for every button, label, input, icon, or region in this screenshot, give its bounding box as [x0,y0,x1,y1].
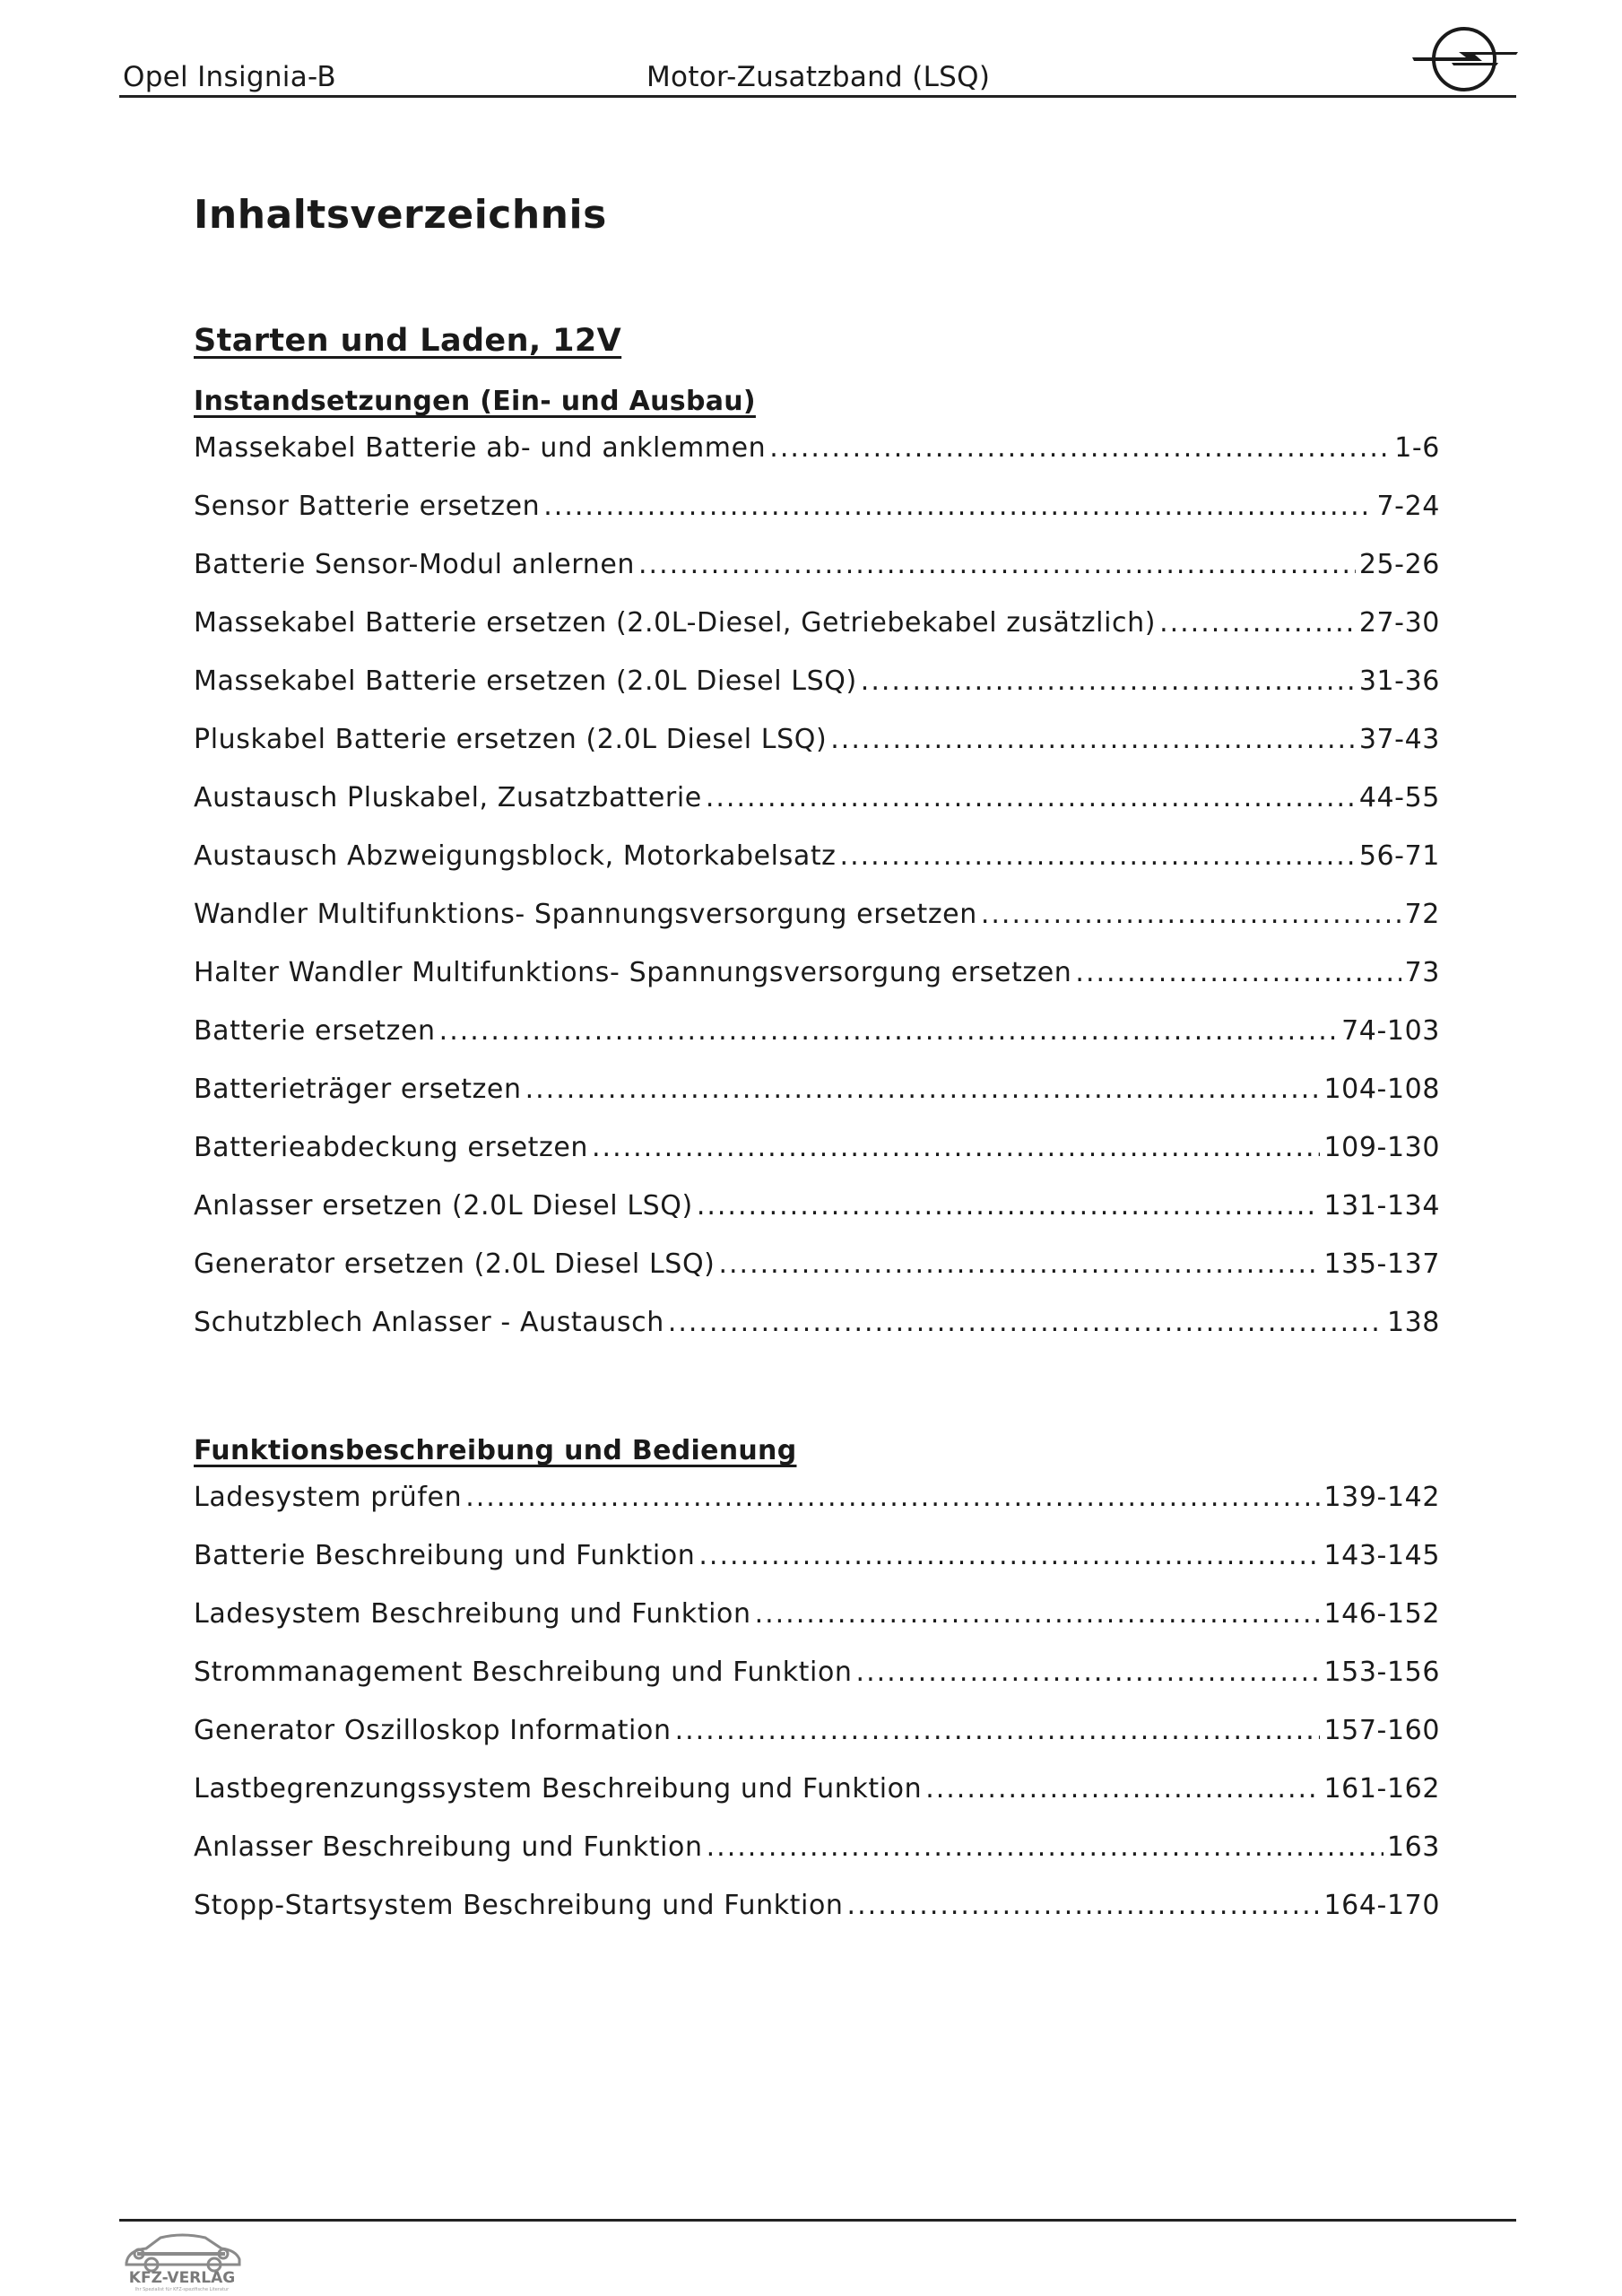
toc-entry-label: Massekabel Batterie ab- und anklemmen [194,432,767,464]
toc-entry-pages: 74-103 [1341,1015,1440,1047]
dot-leader [718,1248,1320,1280]
toc-entry[interactable] [194,1715,1440,1773]
dot-leader [981,899,1401,930]
toc-entry-pages: 153-156 [1323,1657,1440,1688]
dot-leader [697,1190,1321,1222]
toc-entry[interactable] [194,1831,1440,1890]
toc-entry-pages: 164-170 [1323,1890,1440,1921]
toc-entry-pages: 109-130 [1323,1132,1440,1163]
toc-entry[interactable] [194,1248,1440,1307]
toc-entry-pages: 7-24 [1376,491,1440,522]
dot-leader [698,1540,1320,1571]
toc-entry-pages: 44-55 [1358,782,1440,813]
page-title: Inhaltsverzeichnis [194,192,607,238]
dot-leader [465,1482,1320,1513]
toc-entry-label: Batterieabdeckung ersetzen [194,1132,589,1163]
dot-leader [755,1598,1321,1630]
publisher-name: KFZ-VERLAG [128,2269,236,2287]
dot-leader [1075,957,1401,988]
toc-entry[interactable] [194,840,1440,899]
toc-entry-pages: 1-6 [1394,432,1440,464]
toc-entry-label: Halter Wandler Multifunktions- Spannungsversorgung ersetzen [194,957,1072,988]
toc-entry[interactable] [194,1773,1440,1831]
toc-entry[interactable] [194,549,1440,607]
dot-leader [592,1132,1320,1163]
toc-entry-pages: 143-145 [1323,1540,1440,1571]
toc-entry-label: Ladesystem Beschreibung und Funktion [194,1598,751,1630]
toc-entry[interactable] [194,782,1440,840]
toc-entry-pages: 25-26 [1358,549,1440,580]
dot-leader [847,1890,1321,1921]
toc-entry[interactable] [194,1190,1440,1248]
toc-entry[interactable] [194,665,1440,724]
toc-entry-pages: 27-30 [1358,607,1440,639]
publisher-tagline: Ihr Spezialist für KFZ-spezifische Literatur [134,2287,230,2292]
kfz-verlag-logo-icon [119,2231,245,2293]
dot-leader [861,665,1356,697]
toc-entry-label: Austausch Pluskabel, Zusatzbatterie [194,782,702,813]
toc-entry-label: Anlasser ersetzen (2.0L Diesel LSQ) [194,1190,693,1222]
toc-entry[interactable] [194,957,1440,1015]
toc-entry[interactable] [194,1598,1440,1657]
toc-entry-label: Austausch Abzweigungsblock, Motorkabelsatz [194,840,837,872]
toc-entry-pages: 37-43 [1358,724,1440,755]
page-header [119,25,1516,98]
toc-entry[interactable] [194,607,1440,665]
toc-entry-label: Generator ersetzen (2.0L Diesel LSQ) [194,1248,716,1280]
dot-leader [543,491,1373,522]
toc-entry-label: Lastbegrenzungssystem Beschreibung und Funktion [194,1773,923,1805]
toc-entry-label: Sensor Batterie ersetzen [194,491,541,522]
toc-entry-pages: 56-71 [1358,840,1440,872]
toc-entry[interactable] [194,1657,1440,1715]
dot-leader [668,1307,1383,1338]
toc-entry-label: Pluskabel Batterie ersetzen (2.0L Diesel LSQ) [194,724,828,755]
toc-list-repairs [194,432,1440,1365]
toc-entry-label: Stopp-Startsystem Beschreibung und Funktion [194,1890,844,1921]
dot-leader [769,432,1391,464]
toc-entry-pages: 31-36 [1358,665,1440,697]
toc-entry-pages: 135-137 [1323,1248,1440,1280]
toc-list-functions [194,1482,1440,1948]
toc-entry-label: Batterie Sensor-Modul anlernen [194,549,635,580]
toc-entry-label: Batterieträger ersetzen [194,1074,522,1105]
toc-entry[interactable] [194,1132,1440,1190]
toc-entry-label: Batterie ersetzen [194,1015,436,1047]
toc-entry-label: Ladesystem prüfen [194,1482,463,1513]
toc-entry-pages: 139-142 [1323,1482,1440,1513]
section-heading: Funktionsbeschreibung und Bedienung [194,1435,797,1466]
toc-entry[interactable] [194,724,1440,782]
toc-entry[interactable] [194,491,1440,549]
toc-entry-pages: 73 [1404,957,1440,988]
dot-leader [675,1715,1321,1746]
toc-entry-label: Strommanagement Beschreibung und Funktion [194,1657,853,1688]
header-brand: Opel Insignia-B [123,61,336,93]
toc-entry-pages: 161-162 [1323,1773,1440,1805]
section-heading: Instandsetzungen (Ein- und Ausbau) [194,386,756,417]
toc-entry-pages: 146-152 [1323,1598,1440,1630]
toc-entry-label: Anlasser Beschreibung und Funktion [194,1831,703,1863]
dot-leader [525,1074,1321,1105]
dot-leader [638,549,1356,580]
toc-entry-label: Batterie Beschreibung und Funktion [194,1540,696,1571]
dot-leader [840,840,1356,872]
dot-leader [856,1657,1321,1688]
page-footer [119,2219,1516,2292]
toc-entry-pages: 72 [1404,899,1440,930]
toc-entry[interactable] [194,899,1440,957]
toc-entry-pages: 157-160 [1323,1715,1440,1746]
toc-entry[interactable] [194,432,1440,491]
header-doc-title: Motor-Zusatzband (LSQ) [646,61,991,93]
toc-entry[interactable] [194,1890,1440,1948]
dot-leader [706,782,1356,813]
dot-leader [925,1773,1320,1805]
chapter-title: Starten und Laden, 12V [194,323,622,359]
toc-entry-label: Wandler Multifunktions- Spannungsversorgung ersetzen [194,899,977,930]
toc-entry[interactable] [194,1307,1440,1365]
toc-entry-pages: 131-134 [1323,1190,1440,1222]
toc-entry[interactable] [194,1540,1440,1598]
toc-content [194,188,1440,1921]
toc-entry-label: Schutzblech Anlasser - Austausch [194,1307,664,1338]
dot-leader [707,1831,1383,1863]
toc-entry-label: Massekabel Batterie ersetzen (2.0L-Diesel, Getriebekabel zusätzlich) [194,607,1157,639]
toc-entry[interactable] [194,1482,1440,1540]
dot-leader [1159,607,1356,639]
toc-entry-label: Massekabel Batterie ersetzen (2.0L Diesel LSQ) [194,665,857,697]
toc-entry[interactable] [194,1074,1440,1132]
toc-entry-pages: 138 [1386,1307,1440,1338]
toc-entry-pages: 163 [1386,1831,1440,1863]
opel-blitz-logo-icon [1410,25,1520,93]
toc-entry[interactable] [194,1015,1440,1074]
dot-leader [439,1015,1338,1047]
toc-entry-label: Generator Oszilloskop Information [194,1715,672,1746]
toc-entry-pages: 104-108 [1323,1074,1440,1105]
dot-leader [830,724,1356,755]
